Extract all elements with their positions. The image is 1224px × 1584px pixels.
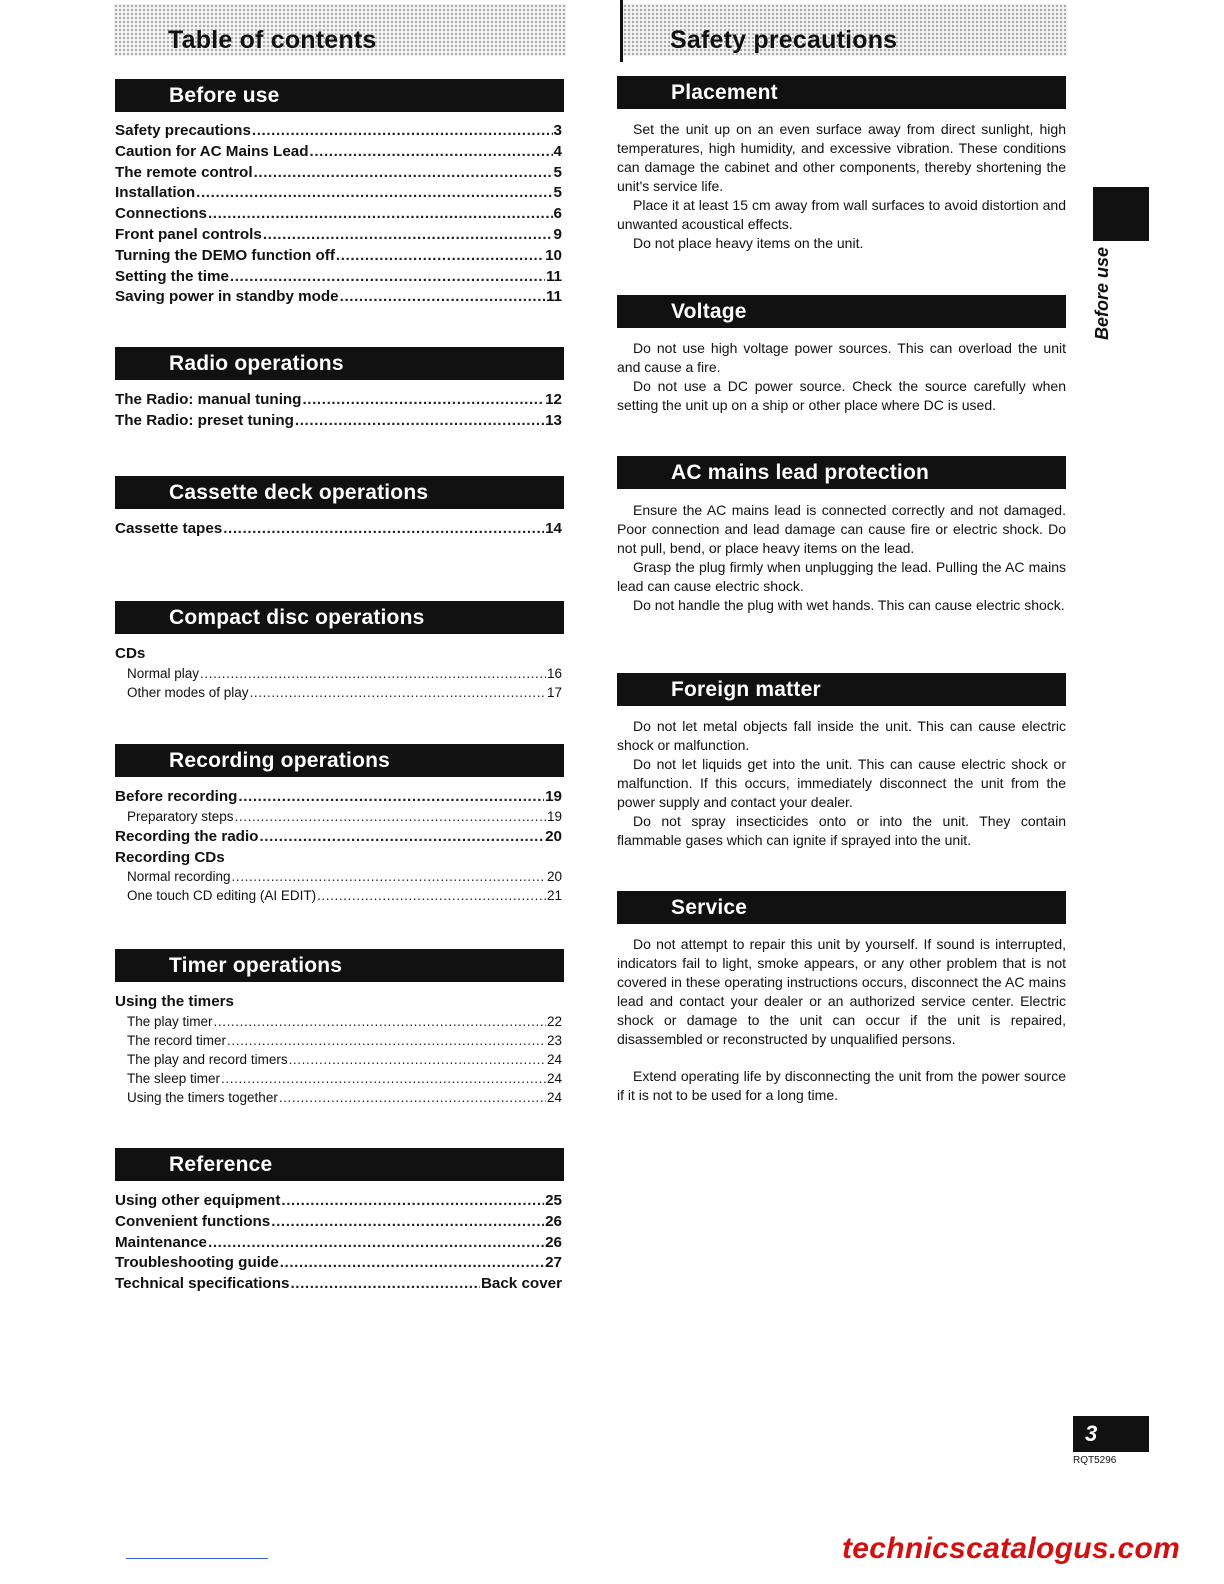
toc-entry[interactable] xyxy=(115,184,562,205)
toc-entry[interactable] xyxy=(115,1052,562,1071)
toc-entry-label: Troubleshooting guide xyxy=(115,1254,279,1272)
toc-page-number: 10 xyxy=(545,246,562,264)
toc-page-number: 5 xyxy=(553,184,562,202)
safety-section-heading: Service xyxy=(617,891,1066,924)
toc-page-number: 9 xyxy=(553,225,562,243)
safety-paragraph: Do not handle the plug with wet hands. This can cause electric shock. xyxy=(633,597,1065,613)
toc-entry[interactable] xyxy=(115,268,562,289)
dot-leader xyxy=(336,247,544,264)
safety-section-body xyxy=(617,501,1066,615)
toc-page-number: 27 xyxy=(545,1254,562,1272)
dot-leader xyxy=(310,143,553,160)
toc-entry-label: Before recording xyxy=(115,788,238,805)
toc-page-number: 21 xyxy=(546,888,562,904)
toc-page-number: 26 xyxy=(545,1212,562,1230)
toc-entry-list xyxy=(115,993,562,1109)
safety-paragraph: Do not use high voltage power sources. This can overload the unit and cause a fire. xyxy=(617,340,1066,375)
toc-entry-label: Setting the time xyxy=(115,267,229,285)
safety-paragraph: Do not let metal objects fall inside the unit. This can cause electric shock or malfunction. xyxy=(617,718,1066,753)
toc-entry[interactable] xyxy=(115,520,562,541)
safety-section-body xyxy=(617,339,1066,415)
safety-section-body xyxy=(617,120,1066,253)
document-code: RQT5296 xyxy=(1073,1455,1117,1466)
dot-leader xyxy=(263,226,553,243)
toc-group-heading: Using the timers xyxy=(115,993,234,1010)
toc-entry-label: Installation xyxy=(115,184,196,202)
toc-page-number: 4 xyxy=(553,142,562,160)
toc-entry[interactable] xyxy=(115,143,562,164)
dot-leader xyxy=(281,1192,544,1209)
toc-entry[interactable] xyxy=(115,1254,562,1275)
toc-entry[interactable] xyxy=(115,888,562,907)
toc-entry-label: Caution for AC Mains Lead xyxy=(115,142,309,160)
toc-entry-label: Using the timers together xyxy=(127,1089,278,1105)
toc-entry-label: Recording the radio xyxy=(115,827,259,845)
toc-section-heading: Radio operations xyxy=(115,347,564,380)
toc-page-number: 3 xyxy=(553,122,562,139)
toc-page-number: 11 xyxy=(545,288,562,306)
toc-entry[interactable] xyxy=(115,205,562,226)
link-underline xyxy=(126,1558,268,1559)
safety-paragraph: Do not let liquids get into the unit. This can cause electric shock or malfunction. If this occurs, immediately disconnect the unit from the power supply and contact your dealer. xyxy=(617,756,1066,810)
toc-entry[interactable] xyxy=(115,288,562,309)
toc-page-number: 24 xyxy=(546,1070,562,1086)
toc-entry-label: Using other equipment xyxy=(115,1192,281,1209)
dot-leader xyxy=(317,888,546,903)
toc-entry-label: Preparatory steps xyxy=(127,808,234,824)
section-tab-marker xyxy=(1093,187,1149,241)
toc-page-number: 17 xyxy=(546,684,562,700)
safety-title: Safety precautions xyxy=(670,26,898,54)
toc-entry[interactable] xyxy=(115,164,562,185)
page-number: 3 xyxy=(1073,1416,1149,1452)
toc-entry-label: Cassette tapes xyxy=(115,520,223,537)
safety-section-body xyxy=(617,935,1066,1105)
side-tab-label: Before use xyxy=(1092,246,1112,340)
toc-entry[interactable] xyxy=(115,1213,562,1234)
toc-entry[interactable] xyxy=(115,1234,562,1255)
toc-group-heading: Recording CDs xyxy=(115,848,225,866)
toc-entry[interactable] xyxy=(115,122,562,143)
dot-leader xyxy=(280,1254,544,1271)
dot-leader xyxy=(271,1213,544,1230)
dot-leader xyxy=(252,122,553,139)
toc-entry[interactable] xyxy=(115,809,562,828)
dot-leader xyxy=(289,1052,546,1067)
toc-entry-label: Normal recording xyxy=(127,869,231,885)
toc-entry-label: Normal play xyxy=(127,665,200,681)
toc-page-number: 19 xyxy=(546,808,562,824)
toc-entry-label: Other modes of play xyxy=(127,684,249,700)
toc-entry[interactable] xyxy=(115,869,562,888)
toc-entry-list xyxy=(115,122,562,309)
toc-group-heading: CDs xyxy=(115,645,146,662)
safety-paragraph: Place it at least 15 cm away from wall surfaces to avoid distortion and unwanted acoustical effects. xyxy=(617,197,1066,232)
toc-entry[interactable] xyxy=(115,1033,562,1052)
toc-section-heading: Timer operations xyxy=(115,949,564,982)
toc-entry[interactable] xyxy=(115,788,562,809)
toc-entry-list xyxy=(115,391,562,433)
toc-page-number: 26 xyxy=(545,1233,562,1251)
safety-paragraph: Do not use a DC power source. Check the source carefully when setting the unit up on a ship or other place where DC is used. xyxy=(617,378,1066,413)
toc-section-heading: Recording operations xyxy=(115,744,564,777)
toc-page-number: 6 xyxy=(553,205,562,223)
toc-page-number: 14 xyxy=(545,520,562,537)
safety-paragraph: Do not place heavy items on the unit. xyxy=(633,235,864,251)
toc-entry-label: The sleep timer xyxy=(127,1070,221,1086)
dot-leader xyxy=(279,1090,546,1105)
safety-paragraph: Ensure the AC mains lead is connected correctly and not damaged. Poor connection and lead damage can cause fire or electric shock. Do not pull, bend, or place heavy items on the lead. xyxy=(617,502,1066,556)
dot-leader xyxy=(340,288,545,305)
dot-leader xyxy=(221,1071,546,1086)
toc-entry-label: Convenient functions xyxy=(115,1212,271,1230)
toc-page-number: 11 xyxy=(545,267,562,285)
toc-page-number: 12 xyxy=(545,391,562,408)
toc-entry[interactable] xyxy=(115,391,562,412)
toc-section-heading: Cassette deck operations xyxy=(115,476,564,509)
toc-entry[interactable] xyxy=(115,1014,562,1033)
dot-leader xyxy=(235,809,546,824)
dot-leader xyxy=(208,205,553,222)
dot-leader xyxy=(302,391,544,408)
safety-paragraph: Do not attempt to repair this unit by yourself. If sound is interrupted, indicators fail to light, smoke appears, or any other problem that is not covered in these operating instructions occurs, disconnect the AC mains lead and contact your dealer or an authorized service center. Electric shock or damage to the unit can occur if the unit is repaired, disassembled or reconstructed by unqualified persons. xyxy=(617,936,1066,1047)
toc-entry[interactable] xyxy=(115,1090,562,1109)
toc-entry-list xyxy=(115,520,562,541)
toc-section-heading: Compact disc operations xyxy=(115,601,564,634)
toc-page-number: 25 xyxy=(545,1192,562,1209)
toc-page-number: 20 xyxy=(546,869,562,885)
toc-entry-label: Turning the DEMO function off xyxy=(115,246,335,264)
toc-title: Table of contents xyxy=(168,26,377,54)
dot-leader xyxy=(290,1275,480,1292)
dot-leader xyxy=(259,828,544,845)
toc-entry-label: Front panel controls xyxy=(115,225,262,243)
dot-leader xyxy=(250,685,546,700)
toc-entry-label: The Radio: manual tuning xyxy=(115,391,302,408)
safety-section-heading: Foreign matter xyxy=(617,673,1066,706)
toc-entry-label: Technical specifications xyxy=(115,1275,290,1293)
toc-entry-label: One touch CD editing (AI EDIT) xyxy=(127,888,317,904)
toc-header-band xyxy=(114,4,566,56)
toc-page-number: 5 xyxy=(553,163,562,181)
safety-paragraph: Extend operating life by disconnecting the unit from the power source if it is not to be used for a long time. xyxy=(617,1068,1066,1103)
safety-paragraph: Set the unit up on an even surface away from direct sunlight, high temperatures, high humidity, and excessive vibration. These conditions can damage the cabinet and other components, thereby shortening the unit's service life. xyxy=(617,121,1066,194)
safety-section-heading: Placement xyxy=(617,76,1066,109)
toc-entry-label: Connections xyxy=(115,205,207,223)
toc-entry-label: The record timer xyxy=(127,1032,227,1048)
toc-page-number: 20 xyxy=(545,827,562,845)
toc-page-number: Back cover xyxy=(480,1275,562,1293)
toc-page-number: 16 xyxy=(546,665,562,681)
safety-section-heading: AC mains lead protection xyxy=(617,456,1066,489)
toc-section-heading: Before use xyxy=(115,79,564,112)
toc-entry-list xyxy=(115,1192,562,1296)
toc-entry[interactable] xyxy=(115,226,562,247)
toc-entry[interactable] xyxy=(115,828,562,849)
toc-page-number: 24 xyxy=(546,1089,562,1105)
toc-entry-list xyxy=(115,788,562,907)
safety-section-heading: Voltage xyxy=(617,295,1066,328)
toc-entry-label: The Radio: preset tuning xyxy=(115,411,294,429)
safety-section-body xyxy=(617,717,1066,850)
toc-page-number: 22 xyxy=(546,1013,562,1029)
toc-entry-label: Saving power in standby mode xyxy=(115,288,339,306)
dot-leader xyxy=(200,666,546,681)
dot-leader xyxy=(227,1033,546,1048)
toc-entry-label: Safety precautions xyxy=(115,122,251,139)
safety-header-band xyxy=(623,4,1067,56)
dot-leader xyxy=(238,788,544,805)
toc-entry[interactable] xyxy=(115,685,562,704)
toc-entry-label: The play timer xyxy=(127,1013,213,1029)
toc-page-number: 19 xyxy=(545,788,562,805)
toc-entry-list xyxy=(115,645,562,704)
toc-page-number: 24 xyxy=(546,1051,562,1067)
toc-entry-label: Maintenance xyxy=(115,1233,207,1251)
dot-leader xyxy=(295,412,544,429)
toc-section-heading: Reference xyxy=(115,1148,564,1181)
toc-entry[interactable] xyxy=(115,412,562,433)
dot-leader xyxy=(254,164,553,181)
watermark-link[interactable]: technicscatalogus.com xyxy=(842,1532,1181,1565)
dot-leader xyxy=(208,1234,544,1251)
toc-page-number: 23 xyxy=(546,1032,562,1048)
toc-entry[interactable] xyxy=(115,247,562,268)
dot-leader xyxy=(214,1014,546,1029)
toc-entry[interactable] xyxy=(115,1192,562,1213)
dot-leader xyxy=(196,184,552,201)
dot-leader xyxy=(232,869,546,884)
toc-entry-label: The remote control xyxy=(115,163,253,181)
dot-leader xyxy=(230,268,545,285)
toc-entry-label: The play and record timers xyxy=(127,1051,288,1067)
safety-paragraph: Grasp the plug firmly when unplugging the lead. Pulling the AC mains lead can cause electric shock. xyxy=(617,559,1066,594)
dot-leader xyxy=(223,520,544,537)
toc-entry[interactable] xyxy=(115,666,562,685)
safety-paragraph: Do not spray insecticides onto or into the unit. They contain flammable gases which can ignite if sprayed into the unit. xyxy=(617,813,1066,848)
toc-page-number: 13 xyxy=(545,411,562,429)
toc-entry[interactable] xyxy=(115,1071,562,1090)
toc-entry[interactable] xyxy=(115,1275,562,1296)
